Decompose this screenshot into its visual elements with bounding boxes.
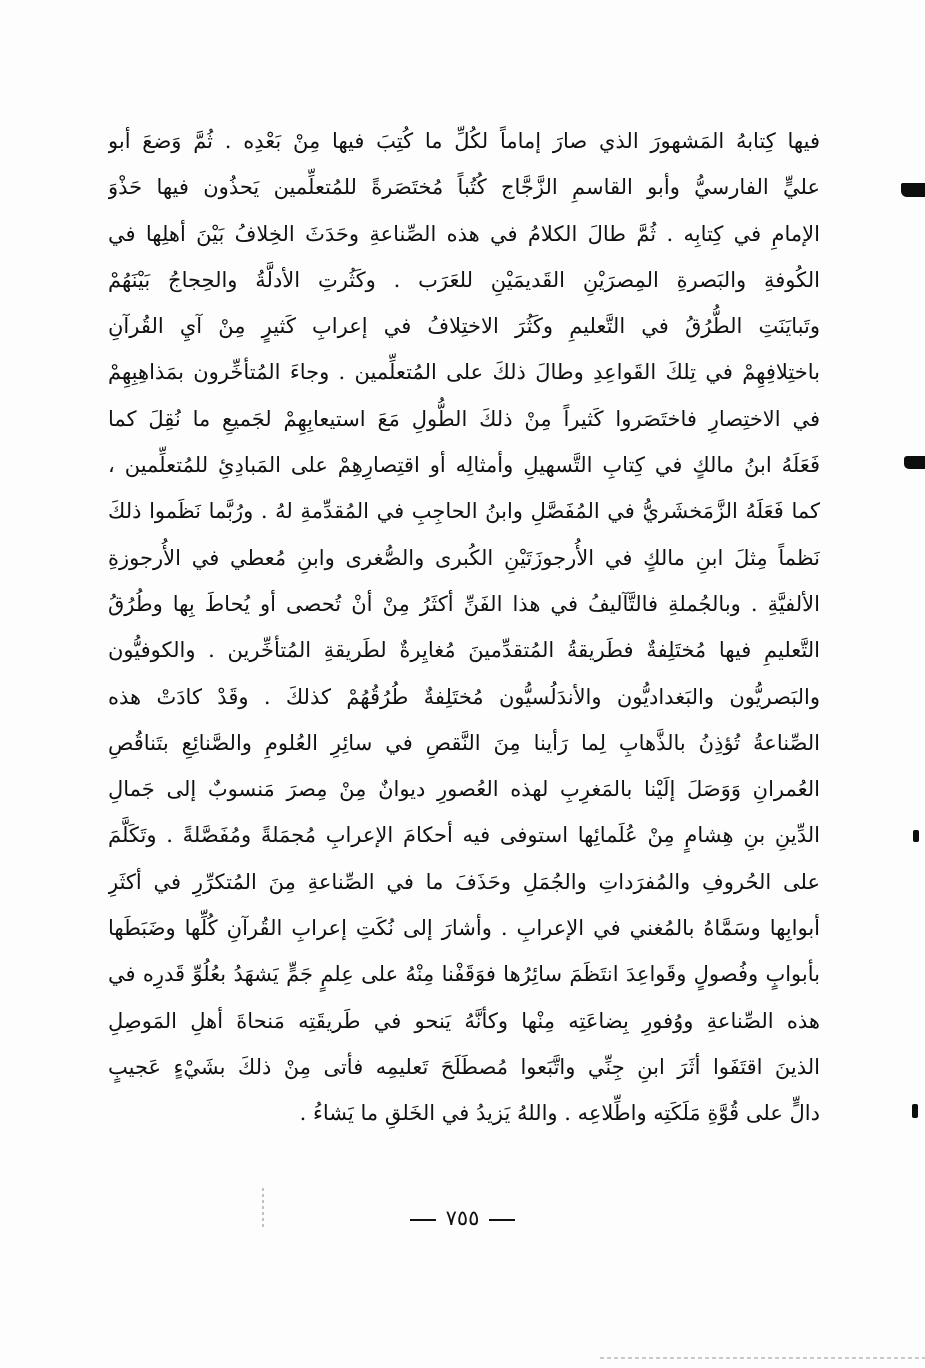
text-line: الإمامِ في كِتابِه . ثُمَّ طالَ الكلامُ في هذه الصِّناعةِ وحَدَثَ الخِلافُ بَيْنَ أهلِها في xyxy=(108,221,820,246)
text-line: دالٍّ على قُوَّةِ مَلَكَتِه واطِّلاعِه . واللهُ يَزيدُ في الخَلقِ ما يَشاءُ . xyxy=(299,1101,820,1126)
text-line: فيها كِتابهُ المَشهورَ الذي صارَ إماماً لكُلِّ ما كُتِبَ فيها مِنْ بَعْدِه . ثُمَّ وَضعَ أبو xyxy=(108,129,820,153)
text-line: الدِّينِ بنِ هِشامٍ مِنْ عُلَمائِها استوفى فيه أحكامَ الإعرابِ مُجمَلةً ومُفَصَّلةً . وتَكَلَّمَ xyxy=(108,823,820,848)
text-line: أبوابِها وسَمَّاهُ بالمُغني في الإعرابِ . وأشارَ إلى نُكَتِ إعرابِ القُرآنِ كُلِّها وضَبَطَها xyxy=(108,916,820,941)
margin-ink-mark xyxy=(904,456,925,469)
text-line: العُمرانِ وَوَصَلَ إلَيْنا بالمَغرِبِ لهذه العُصورِ ديوانٌ مِنْ مِصرَ مَنسوبٌ إلى جَمالِ xyxy=(108,777,820,802)
text-line: على الحُروفِ والمُفرَداتِ والجُمَلِ وحَذَفَ ما في الصِّناعةِ مِنَ المُتكرِّرِ في أكثَرِ xyxy=(108,869,820,894)
text-line: باختِلافِهِمْ في تِلكَ القَواعِدِ وطالَ ذلكَ على المُتعلِّمين . وجاءَ المُتأخِّرون بمَذاهِبِهِمْ xyxy=(108,360,820,385)
text-line: الذينَ اقتَفَوا أثَرَ ابنِ جِنِّي واتَّبَعوا مُصطَلَحَ تَعليمِه فأتى مِنْ ذلكَ بشَيْءٍ عَجيبٍ xyxy=(108,1054,820,1079)
text-line: وتَبايَنَتِ الطُّرُقُ في التَّعليمِ وكَثُرَ الاختِلافُ في إعرابِ كَثيرٍ مِنْ آيِ القُرآنِ xyxy=(108,314,820,339)
text-line: عليٍّ الفارسيُّ وأبو القاسمِ الزَّجَّاج كُتُباً مُختَصَرةً للمُتعلِّمين يَحذُون فيها حَذْوَ xyxy=(108,175,820,200)
text-line: بأبوابٍ وفُصولٍ وقَواعِدَ انتَظَمَ سائِرُها فوَقَفْنا مِنْهُ على عِلمٍ جَمٍّ يَشهَدُ بعُلُوِّ قَدرِه في xyxy=(108,962,820,987)
body-text xyxy=(108,118,820,1137)
margin-ink-mark xyxy=(901,183,925,197)
text-line: نَظماً مِثلَ ابنِ مالكٍ في الأُرجوزَتَيْنِ الكُبرى والصُّغرى وابنِ مُعطي في الأُرجوزةِ xyxy=(108,545,820,570)
page-number-value: ٧٥٥ xyxy=(445,1206,480,1230)
page-number-dash xyxy=(489,1219,515,1221)
text-line: الكُوفةِ والبَصرةِ المِصرَيْنِ القَديمَيْنِ للعَرَب . وكَثُرتِ الأدلَّةُ والحِجاجُ بَيْنَهُمْ xyxy=(108,267,820,292)
page-number xyxy=(0,1206,925,1230)
page-number-dash xyxy=(410,1219,436,1221)
scan-edge xyxy=(600,1357,925,1359)
margin-ink-mark xyxy=(913,830,919,842)
text-line: هذه الصِّناعةِ ووُفورِ بِضاعَتِه مِنْها وكأنَّهُ يَنحو في طَريقَتِه مَنحاةَ أهلِ المَوصِلِ xyxy=(108,1008,820,1033)
text-line: كما فَعَلَهُ الزَّمَخشَريُّ في المُفَصَّلِ وابنُ الحاجِبِ في المُقدِّمةِ لهُ . ورُبَّما نَظَموا ذلكَ xyxy=(108,499,820,524)
text-line: فَعَلَهُ ابنُ مالكٍ في كِتابِ التَّسهيلِ وأمثالِه أو اقتِصارِهِمْ على المَبادِئِ للمُتعلِّمين ، xyxy=(108,453,820,478)
text-line: التَّعليمِ فيها مُختَلِفةٌ فطَريقةُ المُتقدِّمينَ مُغايِرةٌ لطَريقةِ المُتأخِّرين . والكوفيُّون xyxy=(108,638,820,663)
text-line: الألفيَّةِ . وبالجُملةِ فالتَّآليفُ في هذا الفَنِّ أكثَرُ مِنْ أنْ تُحصى أو يُحاطَ بِها وطُرُقُ xyxy=(108,591,820,616)
text-line: والبَصريُّون والبَغداديُّون والأندَلُسيُّون مُختَلِفةٌ طُرُقُهُمْ كذلكَ . وقَدْ كادَتْ هذه xyxy=(108,684,820,709)
margin-ink-mark xyxy=(912,1104,918,1118)
text-line: الصِّناعةُ تُؤذِنُ بالذَّهابِ لِما رَأينا مِنَ النَّقصِ في سائِرِ العُلومِ والصَّنائِعِ بتَناقُصِ xyxy=(108,730,820,755)
text-line: في الاختِصارِ فاختَصَروا كَثيراً مِنْ ذلكَ الطُّولِ مَعَ استيعابِهِمْ لجَميعِ ما نُقِلَ كما xyxy=(108,406,820,431)
